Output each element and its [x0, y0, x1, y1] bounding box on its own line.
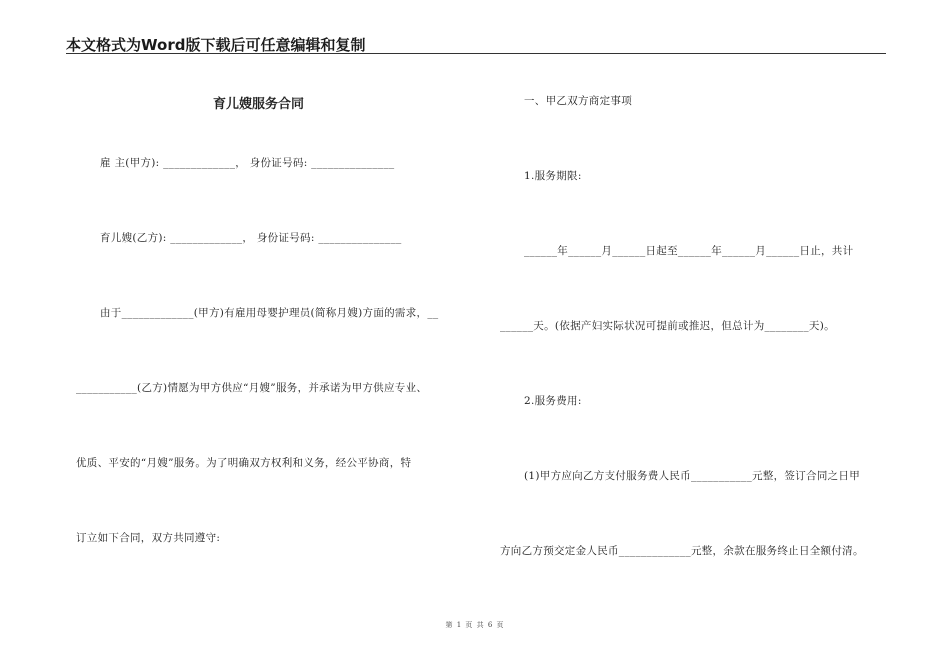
preamble-line-3: 优质、平安的“月嫂”服务。为了明确双方权利和义务，经公平协商，特 [76, 457, 412, 469]
preamble-line-1: 由于_____________(甲方)有雇用母婴护理员(简称月嫂)方面的需求，__ [100, 307, 439, 319]
employer-line: 雇 主(甲方): _____________， 身份证号码: _______________ [100, 157, 395, 169]
service-fee-heading: 2.服务费用: [524, 395, 582, 407]
service-fee-line-2: 方向乙方预交定金人民币_____________元整，余款在服务终止日全额付清。 [500, 545, 864, 557]
service-fee-line-1: (1)甲方应向乙方支付服务费人民币___________元整，签订合同之日甲 [524, 470, 861, 482]
contract-title: 育儿嫂服务合同 [213, 97, 305, 112]
service-period-line-1: ______年______月______日起至______年______月______日止，共计 [524, 245, 854, 257]
service-period-heading: 1.服务期限: [524, 170, 582, 182]
page-number: 第 1 页 共 6 页 [445, 621, 505, 629]
preamble-line-4: 订立如下合同，双方共同遵守: [76, 532, 221, 544]
header-divider [66, 53, 886, 54]
section-heading-1: 一、甲乙双方商定事项 [524, 95, 632, 107]
service-period-line-2: ______天。(依据产妇实际状况可提前或推迟，但总计为________天)。 [500, 320, 835, 332]
document-header-title: 本文格式为Word版下载后可任意编辑和复制 [66, 36, 366, 54]
preamble-line-2: ___________(乙方)情愿为甲方供应“月嫂”服务，并承诺为甲方供应专业、 [76, 382, 428, 394]
nanny-line: 育儿嫂(乙方): _____________， 身份证号码: _______________ [100, 232, 402, 244]
